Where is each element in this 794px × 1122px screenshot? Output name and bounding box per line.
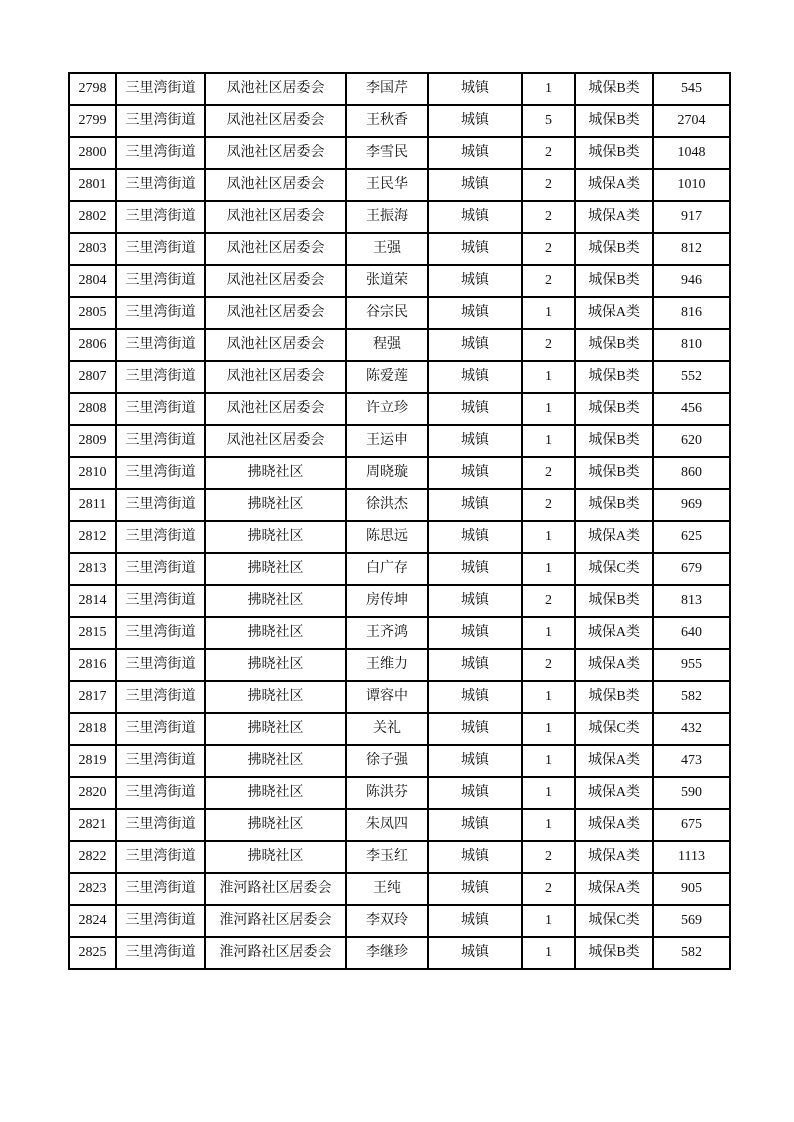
- cell-household-type: 城镇: [428, 841, 522, 873]
- cell-street: 三里湾街道: [116, 841, 205, 873]
- cell-street: 三里湾街道: [116, 521, 205, 553]
- cell-community: 凤池社区居委会: [205, 297, 346, 329]
- table-row: [69, 617, 730, 649]
- cell-street: 三里湾街道: [116, 73, 205, 105]
- cell-serial-number: 2802: [69, 201, 116, 233]
- cell-household-type: 城镇: [428, 521, 522, 553]
- cell-community: 拂晓社区: [205, 777, 346, 809]
- cell-community: 拂晓社区: [205, 713, 346, 745]
- cell-household-type: 城镇: [428, 873, 522, 905]
- cell-community: 凤池社区居委会: [205, 329, 346, 361]
- table-row: [69, 457, 730, 489]
- cell-household-type: 城镇: [428, 233, 522, 265]
- cell-person-name: 王运申: [346, 425, 428, 457]
- cell-count: 2: [522, 649, 575, 681]
- cell-count: 1: [522, 521, 575, 553]
- cell-household-type: 城镇: [428, 937, 522, 969]
- cell-serial-number: 2798: [69, 73, 116, 105]
- cell-insurance-category: 城保A类: [575, 809, 653, 841]
- cell-street: 三里湾街道: [116, 233, 205, 265]
- cell-community: 拂晓社区: [205, 841, 346, 873]
- cell-count: 1: [522, 745, 575, 777]
- cell-insurance-category: 城保A类: [575, 777, 653, 809]
- cell-amount: 905: [653, 873, 730, 905]
- cell-street: 三里湾街道: [116, 553, 205, 585]
- cell-count: 1: [522, 553, 575, 585]
- cell-person-name: 张道荣: [346, 265, 428, 297]
- cell-household-type: 城镇: [428, 425, 522, 457]
- cell-household-type: 城镇: [428, 617, 522, 649]
- cell-person-name: 白广存: [346, 553, 428, 585]
- cell-count: 1: [522, 905, 575, 937]
- cell-person-name: 陈洪芬: [346, 777, 428, 809]
- cell-household-type: 城镇: [428, 457, 522, 489]
- cell-person-name: 王维力: [346, 649, 428, 681]
- cell-street: 三里湾街道: [116, 489, 205, 521]
- cell-amount: 620: [653, 425, 730, 457]
- cell-community: 凤池社区居委会: [205, 265, 346, 297]
- table-row: [69, 137, 730, 169]
- cell-serial-number: 2804: [69, 265, 116, 297]
- cell-person-name: 陈爱莲: [346, 361, 428, 393]
- cell-person-name: 李国芹: [346, 73, 428, 105]
- cell-amount: 582: [653, 681, 730, 713]
- cell-amount: 590: [653, 777, 730, 809]
- cell-count: 5: [522, 105, 575, 137]
- cell-serial-number: 2819: [69, 745, 116, 777]
- cell-serial-number: 2807: [69, 361, 116, 393]
- table-row: [69, 905, 730, 937]
- cell-count: 1: [522, 297, 575, 329]
- cell-community: 拂晓社区: [205, 489, 346, 521]
- cell-amount: 1048: [653, 137, 730, 169]
- cell-serial-number: 2825: [69, 937, 116, 969]
- cell-street: 三里湾街道: [116, 649, 205, 681]
- cell-serial-number: 2823: [69, 873, 116, 905]
- cell-community: 拂晓社区: [205, 745, 346, 777]
- cell-insurance-category: 城保B类: [575, 233, 653, 265]
- cell-street: 三里湾街道: [116, 617, 205, 649]
- cell-household-type: 城镇: [428, 649, 522, 681]
- cell-serial-number: 2813: [69, 553, 116, 585]
- cell-amount: 969: [653, 489, 730, 521]
- cell-insurance-category: 城保C类: [575, 553, 653, 585]
- cell-household-type: 城镇: [428, 105, 522, 137]
- table-row: [69, 777, 730, 809]
- table-row: [69, 745, 730, 777]
- table-row: [69, 713, 730, 745]
- cell-count: 1: [522, 809, 575, 841]
- table-row: [69, 297, 730, 329]
- cell-count: 1: [522, 361, 575, 393]
- cell-insurance-category: 城保A类: [575, 745, 653, 777]
- cell-count: 2: [522, 201, 575, 233]
- cell-street: 三里湾街道: [116, 361, 205, 393]
- cell-street: 三里湾街道: [116, 297, 205, 329]
- table-row: [69, 521, 730, 553]
- cell-amount: 432: [653, 713, 730, 745]
- cell-street: 三里湾街道: [116, 265, 205, 297]
- cell-amount: 2704: [653, 105, 730, 137]
- table-row: [69, 553, 730, 585]
- cell-street: 三里湾街道: [116, 425, 205, 457]
- cell-household-type: 城镇: [428, 777, 522, 809]
- cell-community: 拂晓社区: [205, 521, 346, 553]
- cell-serial-number: 2815: [69, 617, 116, 649]
- cell-household-type: 城镇: [428, 905, 522, 937]
- cell-household-type: 城镇: [428, 713, 522, 745]
- cell-insurance-category: 城保B类: [575, 585, 653, 617]
- cell-street: 三里湾街道: [116, 713, 205, 745]
- cell-person-name: 李玉红: [346, 841, 428, 873]
- cell-amount: 1113: [653, 841, 730, 873]
- cell-count: 1: [522, 713, 575, 745]
- cell-street: 三里湾街道: [116, 681, 205, 713]
- cell-person-name: 李继珍: [346, 937, 428, 969]
- cell-household-type: 城镇: [428, 393, 522, 425]
- table-row: [69, 841, 730, 873]
- cell-street: 三里湾街道: [116, 329, 205, 361]
- cell-person-name: 朱凤四: [346, 809, 428, 841]
- cell-count: 2: [522, 329, 575, 361]
- cell-household-type: 城镇: [428, 745, 522, 777]
- cell-serial-number: 2814: [69, 585, 116, 617]
- table-row: [69, 361, 730, 393]
- cell-insurance-category: 城保B类: [575, 105, 653, 137]
- cell-person-name: 王民华: [346, 169, 428, 201]
- cell-street: 三里湾街道: [116, 457, 205, 489]
- cell-amount: 816: [653, 297, 730, 329]
- cell-community: 拂晓社区: [205, 809, 346, 841]
- cell-amount: 675: [653, 809, 730, 841]
- cell-serial-number: 2808: [69, 393, 116, 425]
- cell-serial-number: 2818: [69, 713, 116, 745]
- table-row: [69, 265, 730, 297]
- cell-count: 2: [522, 265, 575, 297]
- cell-community: 凤池社区居委会: [205, 105, 346, 137]
- cell-person-name: 徐子强: [346, 745, 428, 777]
- cell-household-type: 城镇: [428, 137, 522, 169]
- table-row: [69, 425, 730, 457]
- cell-insurance-category: 城保B类: [575, 361, 653, 393]
- cell-count: 2: [522, 233, 575, 265]
- cell-serial-number: 2806: [69, 329, 116, 361]
- cell-community: 淮河路社区居委会: [205, 937, 346, 969]
- cell-serial-number: 2820: [69, 777, 116, 809]
- cell-household-type: 城镇: [428, 361, 522, 393]
- cell-count: 1: [522, 681, 575, 713]
- cell-amount: 813: [653, 585, 730, 617]
- table-row: [69, 585, 730, 617]
- cell-household-type: 城镇: [428, 201, 522, 233]
- cell-serial-number: 2800: [69, 137, 116, 169]
- cell-count: 2: [522, 489, 575, 521]
- cell-community: 拂晓社区: [205, 681, 346, 713]
- table-row: [69, 649, 730, 681]
- cell-community: 拂晓社区: [205, 553, 346, 585]
- cell-serial-number: 2816: [69, 649, 116, 681]
- cell-insurance-category: 城保A类: [575, 841, 653, 873]
- cell-insurance-category: 城保A类: [575, 649, 653, 681]
- table-body: [69, 73, 730, 969]
- cell-insurance-category: 城保B类: [575, 73, 653, 105]
- cell-street: 三里湾街道: [116, 105, 205, 137]
- cell-street: 三里湾街道: [116, 201, 205, 233]
- cell-person-name: 陈思远: [346, 521, 428, 553]
- cell-person-name: 程强: [346, 329, 428, 361]
- cell-count: 1: [522, 777, 575, 809]
- cell-amount: 569: [653, 905, 730, 937]
- cell-person-name: 徐洪杰: [346, 489, 428, 521]
- table-row: [69, 329, 730, 361]
- cell-community: 拂晓社区: [205, 457, 346, 489]
- cell-serial-number: 2811: [69, 489, 116, 521]
- cell-amount: 917: [653, 201, 730, 233]
- table-row: [69, 489, 730, 521]
- cell-person-name: 谷宗民: [346, 297, 428, 329]
- cell-count: 1: [522, 393, 575, 425]
- table-row: [69, 393, 730, 425]
- table-row: [69, 73, 730, 105]
- cell-community: 凤池社区居委会: [205, 233, 346, 265]
- cell-insurance-category: 城保B类: [575, 137, 653, 169]
- cell-serial-number: 2824: [69, 905, 116, 937]
- cell-amount: 552: [653, 361, 730, 393]
- cell-insurance-category: 城保B类: [575, 393, 653, 425]
- cell-household-type: 城镇: [428, 585, 522, 617]
- cell-community: 凤池社区居委会: [205, 73, 346, 105]
- cell-person-name: 关礼: [346, 713, 428, 745]
- cell-count: 1: [522, 425, 575, 457]
- cell-serial-number: 2805: [69, 297, 116, 329]
- cell-count: 2: [522, 873, 575, 905]
- table-row: [69, 873, 730, 905]
- cell-count: 1: [522, 73, 575, 105]
- table-row: [69, 169, 730, 201]
- cell-amount: 640: [653, 617, 730, 649]
- cell-insurance-category: 城保B类: [575, 489, 653, 521]
- cell-amount: 812: [653, 233, 730, 265]
- cell-street: 三里湾街道: [116, 169, 205, 201]
- cell-insurance-category: 城保C类: [575, 905, 653, 937]
- cell-serial-number: 2810: [69, 457, 116, 489]
- cell-insurance-category: 城保B类: [575, 457, 653, 489]
- cell-amount: 582: [653, 937, 730, 969]
- cell-household-type: 城镇: [428, 73, 522, 105]
- cell-serial-number: 2799: [69, 105, 116, 137]
- cell-insurance-category: 城保B类: [575, 265, 653, 297]
- cell-street: 三里湾街道: [116, 745, 205, 777]
- cell-community: 淮河路社区居委会: [205, 873, 346, 905]
- cell-amount: 860: [653, 457, 730, 489]
- cell-count: 2: [522, 457, 575, 489]
- cell-insurance-category: 城保A类: [575, 521, 653, 553]
- cell-street: 三里湾街道: [116, 905, 205, 937]
- cell-street: 三里湾街道: [116, 585, 205, 617]
- cell-community: 拂晓社区: [205, 617, 346, 649]
- cell-insurance-category: 城保B类: [575, 937, 653, 969]
- table-row: [69, 233, 730, 265]
- cell-serial-number: 2817: [69, 681, 116, 713]
- cell-street: 三里湾街道: [116, 937, 205, 969]
- cell-count: 2: [522, 169, 575, 201]
- cell-amount: 946: [653, 265, 730, 297]
- cell-amount: 955: [653, 649, 730, 681]
- cell-street: 三里湾街道: [116, 809, 205, 841]
- cell-household-type: 城镇: [428, 297, 522, 329]
- cell-household-type: 城镇: [428, 553, 522, 585]
- cell-community: 凤池社区居委会: [205, 393, 346, 425]
- table-row: [69, 681, 730, 713]
- cell-serial-number: 2812: [69, 521, 116, 553]
- cell-serial-number: 2821: [69, 809, 116, 841]
- cell-person-name: 房传坤: [346, 585, 428, 617]
- cell-amount: 545: [653, 73, 730, 105]
- cell-count: 1: [522, 937, 575, 969]
- cell-household-type: 城镇: [428, 681, 522, 713]
- cell-household-type: 城镇: [428, 489, 522, 521]
- table-row: [69, 937, 730, 969]
- cell-household-type: 城镇: [428, 809, 522, 841]
- cell-count: 2: [522, 841, 575, 873]
- cell-insurance-category: 城保A类: [575, 201, 653, 233]
- cell-person-name: 谭容中: [346, 681, 428, 713]
- cell-serial-number: 2822: [69, 841, 116, 873]
- cell-insurance-category: 城保B类: [575, 681, 653, 713]
- cell-community: 凤池社区居委会: [205, 169, 346, 201]
- cell-person-name: 许立珍: [346, 393, 428, 425]
- cell-person-name: 周晓璇: [346, 457, 428, 489]
- cell-community: 拂晓社区: [205, 585, 346, 617]
- cell-community: 淮河路社区居委会: [205, 905, 346, 937]
- cell-serial-number: 2801: [69, 169, 116, 201]
- cell-community: 凤池社区居委会: [205, 425, 346, 457]
- cell-household-type: 城镇: [428, 169, 522, 201]
- cell-insurance-category: 城保A类: [575, 873, 653, 905]
- cell-community: 凤池社区居委会: [205, 201, 346, 233]
- cell-insurance-category: 城保A类: [575, 169, 653, 201]
- cell-amount: 473: [653, 745, 730, 777]
- cell-amount: 810: [653, 329, 730, 361]
- cell-insurance-category: 城保B类: [575, 329, 653, 361]
- cell-count: 1: [522, 617, 575, 649]
- cell-insurance-category: 城保C类: [575, 713, 653, 745]
- table-row: [69, 105, 730, 137]
- table-row: [69, 809, 730, 841]
- cell-person-name: 王纯: [346, 873, 428, 905]
- cell-amount: 679: [653, 553, 730, 585]
- cell-person-name: 王振海: [346, 201, 428, 233]
- cell-person-name: 王强: [346, 233, 428, 265]
- cell-amount: 625: [653, 521, 730, 553]
- cell-person-name: 李雪民: [346, 137, 428, 169]
- cell-person-name: 李双玲: [346, 905, 428, 937]
- table-row: [69, 201, 730, 233]
- cell-serial-number: 2803: [69, 233, 116, 265]
- cell-street: 三里湾街道: [116, 873, 205, 905]
- cell-count: 2: [522, 585, 575, 617]
- resident-benefits-table: [68, 72, 731, 970]
- cell-serial-number: 2809: [69, 425, 116, 457]
- cell-household-type: 城镇: [428, 329, 522, 361]
- cell-street: 三里湾街道: [116, 393, 205, 425]
- cell-person-name: 王秋香: [346, 105, 428, 137]
- cell-person-name: 王齐鸿: [346, 617, 428, 649]
- cell-street: 三里湾街道: [116, 777, 205, 809]
- cell-amount: 456: [653, 393, 730, 425]
- cell-amount: 1010: [653, 169, 730, 201]
- cell-household-type: 城镇: [428, 265, 522, 297]
- cell-count: 2: [522, 137, 575, 169]
- cell-street: 三里湾街道: [116, 137, 205, 169]
- cell-insurance-category: 城保B类: [575, 425, 653, 457]
- cell-community: 凤池社区居委会: [205, 361, 346, 393]
- cell-insurance-category: 城保A类: [575, 617, 653, 649]
- cell-insurance-category: 城保A类: [575, 297, 653, 329]
- cell-community: 拂晓社区: [205, 649, 346, 681]
- cell-community: 凤池社区居委会: [205, 137, 346, 169]
